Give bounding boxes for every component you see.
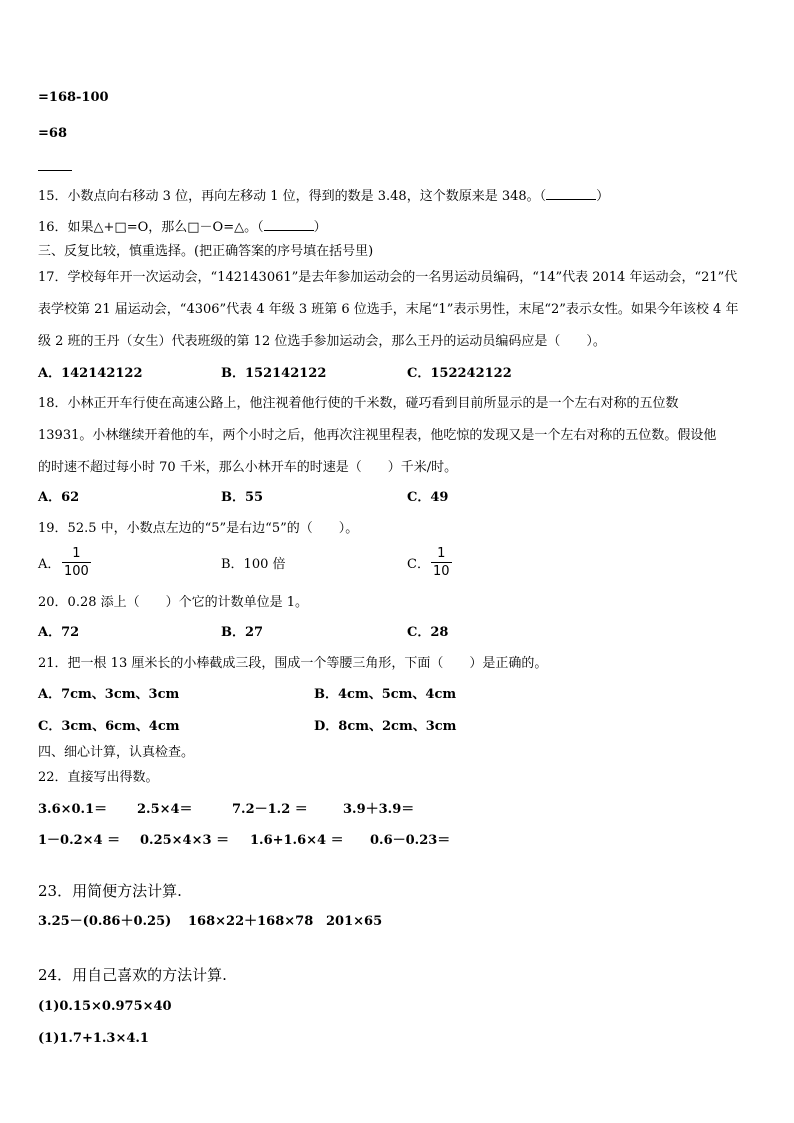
- question-15: [38, 188, 609, 205]
- question-18-option-c[interactable]: C．49: [407, 490, 449, 505]
- simplify-item-1: 3.25－(0.86＋0.25): [38, 914, 172, 929]
- question-18-line-3: 的时速不超过每小时 70 千米，那么小林开车的时速是（ ）千米/时。: [38, 460, 458, 475]
- fraction-c-numerator: 1: [437, 546, 446, 561]
- question-18-option-b[interactable]: B．55: [221, 490, 264, 505]
- simplify-item-3: 201×65: [326, 914, 383, 929]
- fraction-c-denominator: 10: [433, 564, 450, 579]
- question-17-option-c[interactable]: C．152242122: [407, 366, 512, 381]
- question-18-option-a[interactable]: A．62: [38, 490, 80, 505]
- question-16-text: 16．如果△+□=O，那么□－O=△。（: [38, 220, 264, 235]
- question-21-option-c[interactable]: C．3cm、6cm、4cm: [38, 719, 180, 734]
- answer-blank-16[interactable]: [264, 219, 314, 231]
- question-16: [38, 219, 327, 236]
- calc-item-5: 1－0.2×4 ＝: [38, 833, 121, 848]
- calc-item-3: 7.2－1.2 ＝: [232, 802, 308, 817]
- fraction-a-bar: [62, 562, 91, 563]
- fraction-a-numerator: 1: [72, 546, 81, 561]
- question-20-option-a[interactable]: A．72: [38, 625, 80, 640]
- question-19-option-a-fraction[interactable]: [62, 546, 91, 579]
- question-20-option-b[interactable]: B．27: [221, 625, 264, 640]
- calc-item-6: 0.25×4×3 ＝: [140, 833, 230, 848]
- calc-item-8: 0.6－0.23＝: [370, 833, 451, 848]
- calc-step-2: =68: [38, 126, 67, 141]
- question-24-stem: 24．用自己喜欢的方法计算.: [38, 966, 227, 984]
- section-4-heading: 四、细心计算，认真检查。: [38, 745, 195, 760]
- calc-step-1: =168-100: [38, 90, 109, 105]
- calc-item-4: 3.9＋3.9＝: [343, 802, 415, 817]
- question-21-option-d[interactable]: D．8cm、2cm、3cm: [314, 719, 457, 734]
- question-22-stem: 22．直接写出得数。: [38, 770, 159, 785]
- question-16-close: ）: [313, 220, 327, 235]
- question-18-line-2: 13931。小林继续开着他的车，两个小时之后，他再次注视里程表，他吃惊的发现又是一个左右对称的五位数。假设他: [38, 428, 717, 443]
- fraction-c-bar: [431, 562, 452, 563]
- simplify-item-2: 168×22＋168×78: [188, 914, 314, 929]
- question-17-option-b[interactable]: B．152142122: [221, 366, 327, 381]
- question-23-stem: 23．用简便方法计算.: [38, 882, 182, 900]
- question-17-option-a[interactable]: A．142142122: [38, 366, 143, 381]
- answer-blank-15[interactable]: [546, 188, 596, 200]
- question-21-option-a[interactable]: A．7cm、3cm、3cm: [38, 687, 180, 702]
- question-17-line-1: 17．学校每年开一次运动会，“142143061”是去年参加运动会的一名男运动员编码，“14”代表 2014 年运动会，“21”代: [38, 270, 738, 285]
- section-3-heading: 三、反复比较，慎重选择。(把正确答案的序号填在括号里): [38, 244, 374, 259]
- calc-item-2: 2.5×4＝: [137, 802, 193, 817]
- question-20-option-c[interactable]: C．28: [407, 625, 449, 640]
- question-17-line-3: 级 2 班的王丹（女生）代表班级的第 12 位选手参加运动会，那么王丹的运动员编码应是（ ）。: [38, 334, 606, 349]
- question-21-option-b[interactable]: B．4cm、5cm、4cm: [314, 687, 457, 702]
- question-15-text: 15．小数点向右移动 3 位，再向左移动 1 位，得到的数是 3.48，这个数原来是 348。（: [38, 189, 547, 204]
- question-19-option-c-fraction[interactable]: [431, 546, 452, 579]
- question-18-line-1: 18．小林正开车行使在高速公路上，他注视着他行使的千米数，碰巧看到目前所显示的是一个左右对称的五位数: [38, 396, 679, 411]
- question-17-line-2: 表学校第 21 届运动会，“4306”代表 4 年级 3 班第 6 位选手，末尾“1”表示男性，末尾“2”表示女性。如果今年该校 4 年: [38, 302, 739, 317]
- question-19-option-c-label[interactable]: C．: [407, 557, 430, 572]
- calc-item-7: 1.6+1.6×4 ＝: [250, 833, 344, 848]
- question-21-stem: 21．把一根 13 厘米长的小棒截成三段，围成一个等腰三角形，下面（ ）是正确的。: [38, 656, 548, 671]
- question-19-option-b[interactable]: B．100 倍: [221, 557, 286, 572]
- fraction-a-denominator: 100: [64, 564, 89, 579]
- question-15-close: ）: [596, 189, 610, 204]
- separator-line: [38, 170, 72, 171]
- question-24-item-1: (1)0.15×0.975×40: [38, 999, 172, 1014]
- question-19-option-a-label[interactable]: A．: [38, 557, 61, 572]
- question-19-stem: 19．52.5 中，小数点左边的“5”是右边“5”的（ ）。: [38, 521, 359, 536]
- calc-item-1: 3.6×0.1＝: [38, 802, 108, 817]
- question-24-item-2: (1)1.7+1.3×4.1: [38, 1031, 149, 1046]
- question-20-stem: 20．0.28 添上（ ）个它的计数单位是 1。: [38, 595, 309, 610]
